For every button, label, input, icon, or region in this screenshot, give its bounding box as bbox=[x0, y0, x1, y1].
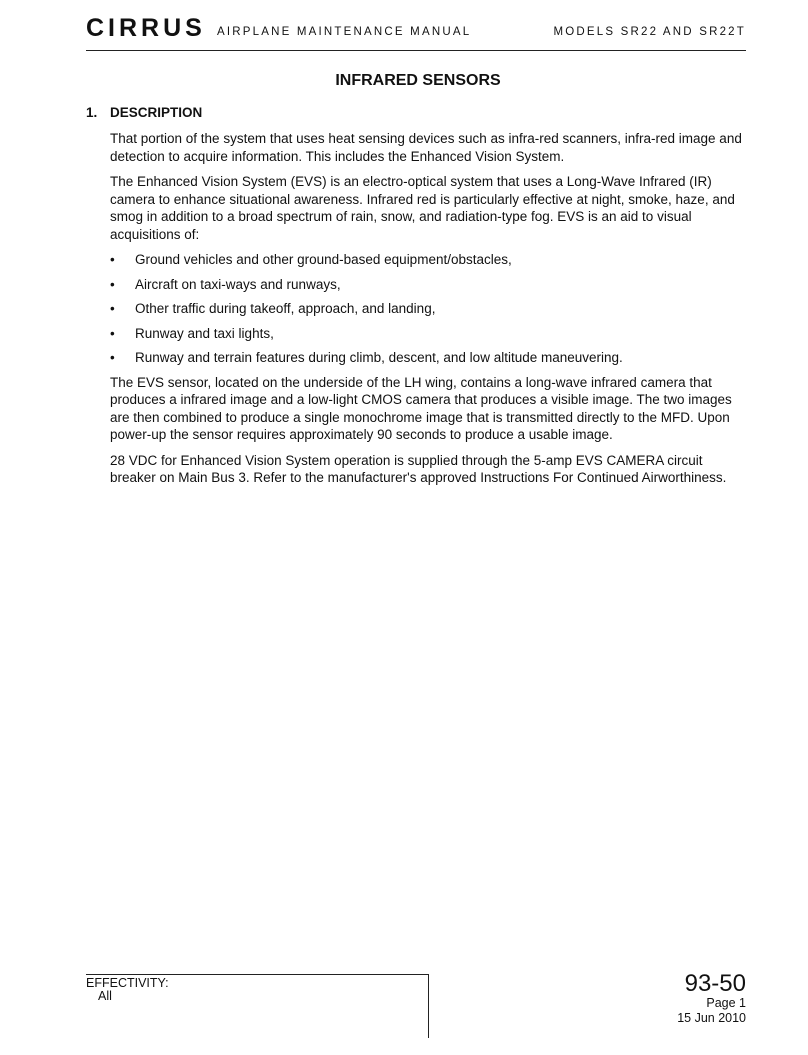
list-item-text: Other traffic during takeoff, approach, and landing, bbox=[135, 301, 436, 316]
list-item bbox=[110, 251, 750, 269]
effectivity-label: EFFECTIVITY: bbox=[86, 976, 169, 990]
section-number: 1. bbox=[86, 105, 98, 120]
page-number: Page 1 bbox=[706, 996, 746, 1010]
bullet-icon: • bbox=[110, 350, 115, 365]
page-title: INFRARED SENSORS bbox=[335, 72, 501, 89]
list-item-text: Runway and terrain features during climb, descent, and low altitude maneuvering. bbox=[135, 350, 623, 365]
footer-divider-vertical bbox=[428, 974, 429, 1038]
page-date: 15 Jun 2010 bbox=[677, 1011, 746, 1025]
bullet-icon: • bbox=[110, 252, 115, 267]
list-item bbox=[110, 349, 750, 367]
bullet-icon: • bbox=[110, 301, 115, 316]
list-item-text: Aircraft on taxi-ways and runways, bbox=[135, 276, 341, 292]
models-label: MODELS SR22 AND SR22T bbox=[553, 26, 746, 38]
paragraph: That portion of the system that uses heat sensing devices such as infra-red scanners, infra-red image and detection to acquire information. This includes the Enhanced Vision System. bbox=[110, 131, 742, 164]
chapter-number: 93-50 bbox=[684, 970, 746, 997]
list-item bbox=[110, 325, 750, 343]
list-item-text: Ground vehicles and other ground-based equipment/obstacles, bbox=[135, 252, 512, 267]
paragraph: 28 VDC for Enhanced Vision System operation is supplied through the 5-amp EVS CAMERA circuit breaker on Main Bus 3. Refer to the manufacturer's approved Instructions For Continued Airworthiness. bbox=[110, 452, 727, 485]
bullet-icon: • bbox=[110, 325, 115, 341]
page-header bbox=[86, 14, 746, 51]
footer-divider bbox=[86, 974, 429, 975]
paragraph: The EVS sensor, located on the underside of the LH wing, contains a long-wave infrared camera that produces a infrared image and a low-light CMOS camera that produces a visible image. The two images are then combined to produce a single monochrome image that is transmitted directly to the MFD. Upon power-up the sensor requires approximately 90 seconds to produce a usable image. bbox=[110, 374, 732, 442]
section-body bbox=[110, 130, 750, 495]
brand-logo: CIRRUS bbox=[86, 14, 206, 42]
section-title: DESCRIPTION bbox=[110, 105, 203, 120]
manual-title: AIRPLANE MAINTENANCE MANUAL bbox=[217, 26, 472, 38]
list-item bbox=[110, 300, 750, 318]
effectivity-value: All bbox=[98, 989, 112, 1003]
bullet-list bbox=[110, 251, 750, 367]
section-heading bbox=[86, 105, 202, 120]
list-item bbox=[110, 276, 750, 294]
list-item-text: Runway and taxi lights, bbox=[135, 325, 274, 341]
paragraph: The Enhanced Vision System (EVS) is an electro-optical system that uses a Long-Wave Infrared (IR) camera to enhance situational awareness. Infrared red is particularly effective at night, smoke, haze, and smog in addition to a broad spectrum of rain, snow, and radiation-type fog. EVS is an aid to visual acquisitions of: bbox=[110, 174, 735, 242]
bullet-icon: • bbox=[110, 276, 115, 292]
